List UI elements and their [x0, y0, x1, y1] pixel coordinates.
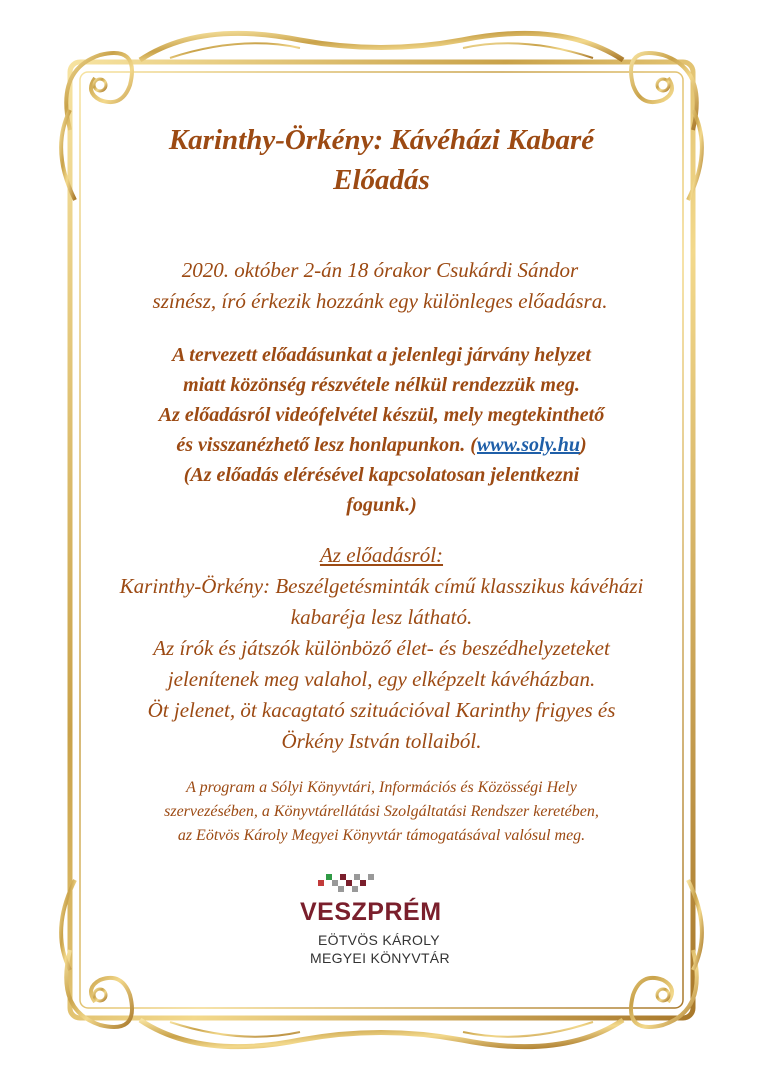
- logo-wordmark: VESZPRÉM: [300, 898, 442, 926]
- notice-line-4: [60, 430, 703, 460]
- about-line-6: Örkény István tollaiból.: [281, 729, 482, 753]
- about-line-2: kabaréja lesz látható.: [290, 605, 473, 629]
- about-line-3: Az írók és játszók különböző élet- és beszédhelyzeteket: [153, 636, 610, 660]
- intro-line-2: színész, író érkezik hozzánk egy különleges előadásra.: [152, 289, 608, 313]
- website-link[interactable]: www.soly.hu: [476, 434, 580, 456]
- event-title-line-2: Előadás: [333, 164, 430, 196]
- about-section: [60, 540, 703, 757]
- notice-line-3: Az előadásról videófelvétel készül, mely megtekinthető: [158, 404, 605, 426]
- logo-subtitle-2: MEGYEI KÖNYVTÁR: [310, 950, 450, 966]
- about-line-4: jelenítenek meg valahol, egy elképzelt kávéházban.: [167, 667, 596, 691]
- notice-line-2: miatt közönség részvétele nélkül rendezzük meg.: [183, 374, 580, 396]
- notice-line-4-before: és visszanézhető lesz honlapunkon. (: [176, 434, 477, 456]
- notice-line-4-after: ): [579, 434, 587, 456]
- notice-line-5: (Az előadás elérésével kapcsolatosan jelentkezni: [183, 464, 580, 486]
- about-line-5: Öt jelenet, öt kacagtató szituációval Karinthy frigyes és: [147, 698, 616, 722]
- checker-mark-icon: [318, 874, 378, 894]
- notice-line-1: A tervezett előadásunkat a jelenlegi járvány helyzet: [172, 344, 591, 366]
- program-line-2: szervezésében, a Könyvtárellátási Szolgáltatási Rendszer keretében,: [164, 803, 599, 820]
- intro-line-1: 2020. október 2-án 18 órakor Csukárdi Sándor: [181, 258, 579, 282]
- about-line-1: Karinthy-Örkény: Beszélgetésminták című klasszikus kávéházi: [119, 574, 644, 598]
- event-intro: [80, 255, 680, 317]
- program-line-3: az Eötvös Károly Megyei Könyvtár támogatásával valósul meg.: [177, 827, 586, 844]
- program-credits: [80, 776, 683, 848]
- program-line-1: A program a Sólyi Könyvtári, Információs és Közösségi Hely: [186, 779, 577, 796]
- notice-line-6: fogunk.): [346, 494, 417, 516]
- logo-subtitle-1: EÖTVÖS KÁROLY: [318, 932, 440, 948]
- event-notice: [60, 340, 703, 520]
- about-heading: Az előadásról:: [319, 543, 444, 567]
- event-title: [60, 120, 703, 200]
- library-logo: [296, 872, 476, 972]
- event-title-line-1: Karinthy-Örkény: Kávéházi Kabaré: [168, 124, 595, 156]
